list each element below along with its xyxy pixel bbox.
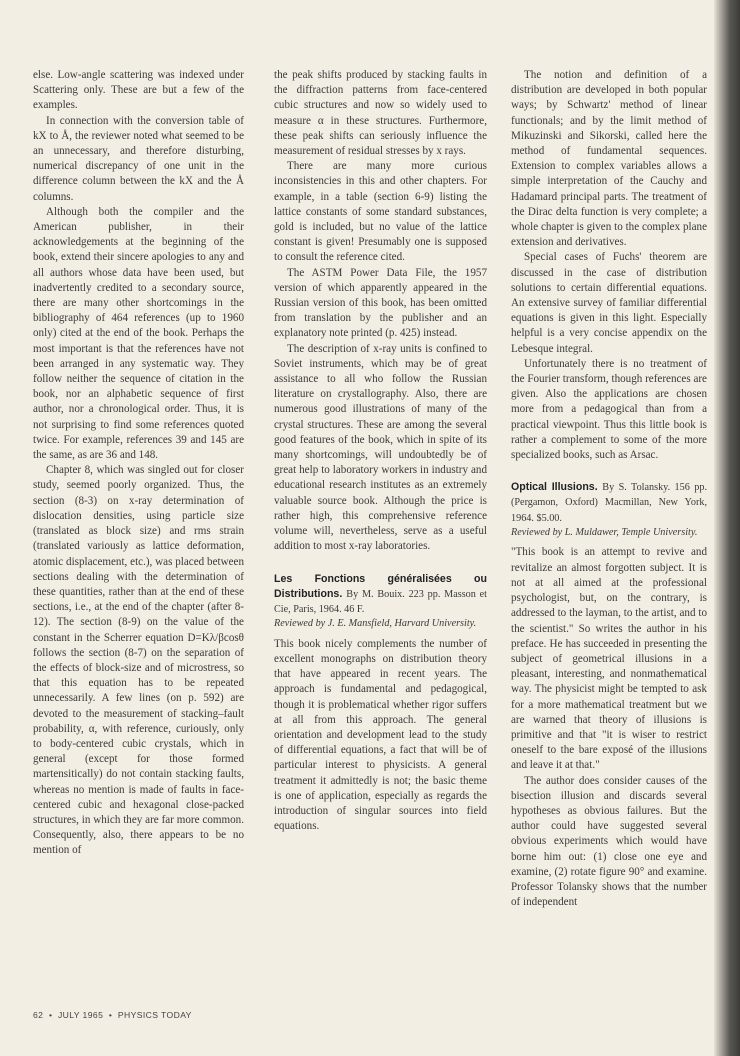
footer-separator: • (108, 1010, 113, 1020)
paragraph: Although both the compiler and the American publisher, in their acknowledgements at the beginning of the book, extend their sincere apologies to any and all authors whose data have been used, but inadvertently credited to a secondary source, there are many other shortcomings in the bibliography of 464 references (up to 1960 only) cited at the end of the book. Perhaps the most important is that the references have not been arranged in any systematic way. They follow neither the sequence of citation in the book, nor an alphabetic sequence of first author, nor a chronological order. Thus, it is not surprising to find some references quoted twice. For example, references 39 and 145 are the same, as are 36 and 148. (33, 205, 244, 462)
review-title: Optical Illusions. (511, 481, 598, 494)
paragraph: The ASTM Power Data File, the 1957 version of which apparently appeared in the Russian version of this book, has been omitted from translation by the publisher and an explanatory note printed (p. 425) instead. (274, 266, 487, 340)
paragraph: The author does consider causes of the bisection illusion and discards several hypotheses as obvious failures. But the author could have suggested several obvious experiments which would have borne him out: (1) close one eye and examine, (2) rotate figure 90° and examine. Professor Tolansky shows that the number of independent (511, 774, 707, 909)
review-publication-info: By M. Bouix. 223 pp. Masson et Cie, Paris, 1964. 46 F. (274, 588, 487, 615)
paragraph: Special cases of Fuchs' theorem are discussed in the case of distribution solutions to certain differential equations. An extensive survey of familiar differential equations is given in this light. Especially helpful is a very concise appendix on the Lebesque integral. (511, 251, 707, 355)
paragraph: Unfortunately there is no treatment of the Fourier transform, though references are given. Also the applications are chosen more from a pedagogical than from a practical viewpoint. Thus this little book is rather a complement to some of the more specialized books, such as Arsac. (511, 357, 707, 462)
paragraph: This book nicely complements the number of excellent monographs on distribution theory that have appeared in recent years. The approach is fundamental and pedagogical, though it is problematical whether rigor suffers at all from this approach. The general orientation and development lead to the study of differential equations, a fact that will be of particular interest to physicists. A general treatment it admittedly is not; the basic theme is one of application, especially as regards the introduction of singular sources into field equations. (274, 637, 487, 833)
review-heading (274, 572, 487, 618)
review-byline: Reviewed by L. Muldawer, Temple University. (511, 526, 698, 538)
book-review-optical-illusions (511, 480, 707, 910)
column-2 (274, 68, 487, 988)
paragraph: else. Low-angle scattering was indexed under Scattering only. These are but a few of the examples. (33, 69, 244, 112)
paragraph: The notion and definition of a distribution are developed in both popular ways; by Schwartz' method of linear functionals; and by the limit method of Mikuzinski and Sikorski, called here the method of fundamental sequences. Extension to complex variables allows a simple interpretation of the Cauchy and Hadamard principal parts. The treatment of the Dirac delta function is very complete; a whole chapter is given to the complex plane extension and derivatives. (511, 69, 707, 249)
paragraph: Chapter 8, which was singled out for closer study, seemed poorly organized. Thus, the section (8-3) on x-ray determination of dislocation densities, using particle size (translated as block size) and rms strain (translated variously as lattice deformation, atomic displacement, etc.), was placed between sections dealing with the determination of these quantities, rather than at the end of these sections, i.e., at the end of the chapter (after 8-12). The section (8-9) on the value of the constant in the Scherrer equation D=Kλ/βcosθ follows the section (8-7) on the separation of the effects of block-size and of microstress, so that this equation has to be repeated unnecessarily. A few lines (on p. 592) are devoted to the measurement of stacking–fault probability, α, with reference, curiously, only to body-centered cubic crystals, which in general (except for those formed martensitically) do not contain stacking faults, whereas no mention is made of faults in face-centered cubic and hexagonal close-packed structures, in which they are far more common. Consequently, also, there appears to be no mention of (33, 464, 244, 857)
review-heading (511, 480, 707, 526)
column-3 (511, 68, 707, 988)
page-number: 62 (33, 1010, 44, 1020)
paragraph: In connection with the conversion table of kX to Å, the reviewer noted what seemed to be an unnecessary, and therefore disturbing, numerical discrepancy of one unit in the difference column between the kX and the Å columns. (33, 114, 244, 203)
page-footer (33, 1010, 192, 1020)
footer-separator: • (48, 1010, 53, 1020)
review-publication-info: By S. Tolansky. 156 pp. (Pergamon, Oxford) Macmillan, New York, 1964. $5.00. (511, 482, 707, 524)
issue-date: JULY 1965 (57, 1010, 104, 1020)
review-byline: Reviewed by J. E. Mansfield, Harvard University. (274, 618, 477, 630)
review-title: Les Fonctions généralisées ou Distributions. (274, 572, 487, 600)
paragraph: the peak shifts produced by stacking faults in the diffraction patterns from face-centered cubic structures and now so widely used to measure α in these structures. Furthermore, these peak shifts can seriously influence the measurement of residual stresses by x rays. (274, 69, 487, 158)
paragraph: There are many more curious inconsistencies in this and other chapters. For example, in a table (section 6-9) listing the lattice constants of some standard substances, gold is included, but no value of the lattice constant is given! Presumably one is supposed to consult the reference cited. (274, 160, 487, 264)
page-edge-shadow (714, 0, 740, 1056)
column-1 (33, 68, 244, 988)
paragraph: "This book is an attempt to revive and revitalize an almost forgotten subject. It is not at all aimed at the professional psychologist, but, on the contrary, is addressed to the layman, to the artist, and to the scientist." So writes the author in his preface. He has succeeded in presenting the subject of geometrical illusions in a pleasant, interesting, and nonmathematical way. The physicist might be tempted to ask for a more mathematical treatment but we are warned that theory of illusions is primitive and that "it is wiser to restrict oneself to the bare exposé of the illusions and leave it at that." (511, 546, 707, 772)
paragraph: The description of x-ray units is confined to Soviet instruments, which may be of great assistance to all who follow the Russian literature on crystallography. Also, there are numerous good illustrations of many of the crystal structures. These are among the several good features of the book, which in spite of its many shortcomings, will undoubtedly be of great help to laboratory workers in industry and educational research institutes as an extremely valuable source book. Although the price is rather high, this comprehensive reference volume will, nevertheless, serve as a useful addition to most x-ray laboratories. (274, 342, 487, 553)
magazine-name: PHYSICS TODAY (117, 1010, 192, 1020)
book-review-distributions (274, 572, 487, 835)
